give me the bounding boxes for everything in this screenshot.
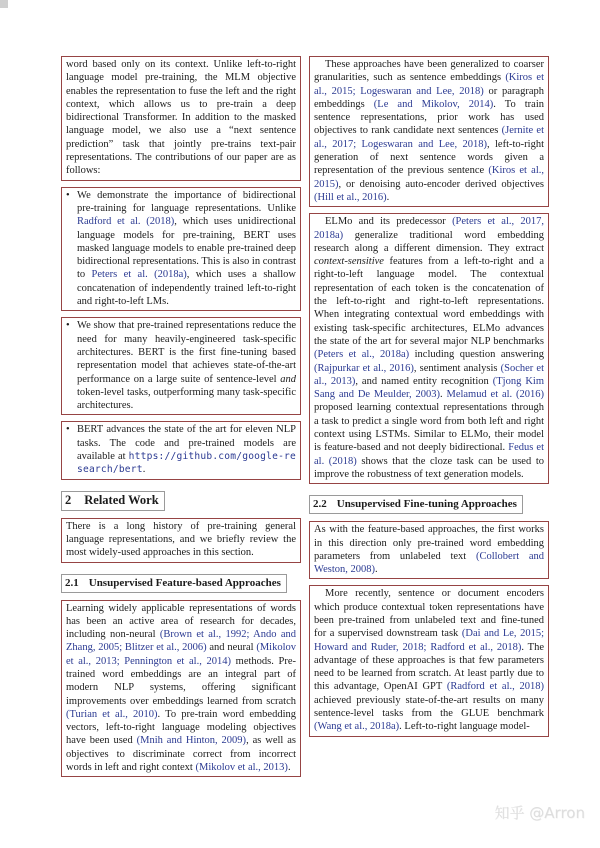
body-text: . [287, 762, 291, 774]
body-text: methods. Pre-trained word embeddings are an integral part of modern NLP systems, offering significant improvements over embeddings learned from scratch [66, 655, 297, 707]
paragraph-box [61, 56, 301, 181]
paragraph-box [61, 518, 301, 563]
citation-link[interactable]: (Turian et al., 2010) [66, 708, 158, 720]
body-text: , which uses a shallow concatenation of independently trained left-to-right and right-to-left LMs. [77, 269, 296, 308]
body-text: features from a left-to-right and a right-to-left language model. The contextual representation of each token is the concatenation of the left-to-right and right-to-left representations. When integrating contextual word embeddings with existing task-specific architectures, ELMo advances the state of the art for several major NLP benchmarks [314, 256, 544, 347]
two-column-layout [61, 56, 549, 783]
paragraph-text [66, 520, 296, 560]
watermark: 知乎 @Arron [494, 804, 585, 822]
section-title: Unsupervised Feature-based Approaches [88, 576, 281, 589]
section-number: 2 [65, 492, 72, 507]
section-number: 2.1 [65, 576, 79, 589]
citation-link[interactable]: (Radford et al., 2018) [446, 681, 544, 693]
paragraph-text [314, 215, 544, 481]
section-title: Related Work [84, 492, 159, 507]
citation-link[interactable]: (Peters et al., 2018a) [314, 349, 410, 361]
body-text: , or denoising auto-encoder derived objectives [338, 178, 544, 190]
citation-link[interactable]: (Kiros et al., 2015; Logeswaran and Lee, 2018) [314, 72, 544, 97]
body-text: , as well as objectives to discriminate correct from incorrect words in left and right context [66, 735, 296, 774]
citation-link[interactable]: (Rajpurkar et al., 2016) [314, 362, 414, 374]
body-text: or paragraph embeddings [314, 85, 544, 110]
body-text: token-level tasks, outperforming many task-specific architectures. [77, 386, 296, 412]
paragraph-box [309, 213, 549, 484]
bullet-item-box [61, 187, 301, 312]
citation-link[interactable]: (Le and Mikolov, 2014) [373, 98, 494, 110]
paragraph-box [309, 521, 549, 579]
body-text: . Left-to-right language model- [399, 721, 530, 733]
body-text: . [386, 191, 390, 203]
citation-link[interactable]: (Wang et al., 2018a) [314, 721, 400, 733]
body-text: . The advantage of these approaches is that few parameters need to be learned from scratch. At least partly due to this advantage, OpenAI GPT [314, 641, 544, 693]
citation-link[interactable]: (Socher et al., 2013) [314, 362, 544, 387]
body-text: generalize traditional word embedding research along a different dimension. They extract [314, 229, 544, 254]
body-text: . [374, 564, 378, 576]
body-text: word based only on its context. Unlike left-to-right language model pre-training, the MLM objective enables the representation to fuse the left and the right context, which allows us to pre-train a deep bidirectional Transformer. In addition to the masked language model, we also use a “next sentence prediction” task that jointly pre-trains text-pair representations. The contributions of our paper are as follows: [66, 59, 296, 177]
bullet-text [77, 189, 296, 309]
body-text: proposed learning contextual representations through a task to predict a single word from both left and right context using LSTMs. Similar to ELMo, their model is feature-based and not deeply bidirectional. [314, 402, 544, 454]
paragraph-box [309, 56, 549, 207]
bullet-marker: • [66, 424, 70, 436]
citation-link[interactable]: (Mikolov et al., 2013; Pennington et al., 2014) [66, 642, 296, 667]
body-text: achieved previously state-of-the-art results on many sentence-level tasks from the GLUE benchmark [314, 694, 544, 720]
body-text: . To pre-train word embedding vectors, left-to-right language modeling objectives have been used [66, 708, 296, 747]
page-corner-mark [0, 0, 8, 8]
paragraph-text [66, 58, 296, 178]
body-text: . [142, 464, 146, 476]
paragraph-text [314, 523, 544, 576]
section-heading [61, 574, 287, 593]
body-text: BERT advances the state of the art for eleven NLP tasks. The code and pre-trained models are available at [77, 424, 296, 463]
section-heading [309, 495, 523, 514]
bullet-item-box [61, 317, 301, 415]
paragraph-text [66, 602, 296, 775]
citation-link[interactable]: Fedus et al. (2018) [314, 442, 544, 467]
citation-link[interactable]: (Mikolov et al., 2013) [195, 762, 288, 774]
body-text: ELMo and its predecessor [325, 216, 453, 228]
body-text: shows that the cloze task can be used to improve the robustness of text generation models. [314, 455, 544, 480]
citation-link[interactable]: Peters et al. (2018a) [91, 269, 187, 281]
paragraph-text [314, 587, 544, 733]
body-text: Learning widely applicable representations of words has been an active area of research for decades, including non-neural [66, 602, 296, 641]
paragraph-text [314, 58, 544, 204]
left-column [61, 56, 301, 783]
bullet-marker: • [66, 320, 70, 332]
body-text: More recently, sentence or document encoders which produce contextual token representations have been pre-trained from unlabeled text and fine-tuned for a supervised downstream task [314, 588, 544, 640]
italic-text: context-sensitive [314, 256, 384, 268]
bullet-text [77, 319, 296, 412]
citation-link[interactable]: (Jernite et al., 2017; Logeswaran and Lee, 2018) [314, 125, 545, 150]
citation-link[interactable]: (Brown et al., 1992; Ando and Zhang, 2005; Blitzer et al., 2006) [66, 629, 296, 654]
body-text: , which uses unidirectional language models for pre-training, BERT uses masked language models to enable pre-trained deep bidirectional representations. This is also in contrast to [77, 216, 296, 281]
body-text: These approaches have been generalized to coarser granularities, such as sentence embeddings [314, 59, 544, 84]
citation-link[interactable]: Melamud et al. (2016) [446, 389, 545, 401]
citation-link[interactable]: (Mnih and Hinton, 2009) [136, 735, 247, 747]
body-text: . To train sentence representations, prior work has used objectives to rank candidate next sentences [314, 98, 545, 137]
body-text: We show that pre-trained representations reduce the need for many heavily-engineered task-specific architectures. BERT is the first fine-tuning based representation model that achieves state-of-the-art performance on a large suite of sentence-level [77, 320, 296, 385]
body-text: As with the feature-based approaches, the first works in this direction only pre-trained word embedding parameters from unlabeled text [314, 524, 544, 562]
citation-link[interactable]: (Tjong Kim Sang and De Meulder, 2003) [314, 375, 544, 401]
paragraph-box [309, 585, 549, 736]
bullet-text [77, 423, 296, 476]
section-heading [61, 491, 165, 511]
citation-link[interactable]: Radford et al. (2018) [77, 216, 175, 228]
bullet-item-box [61, 421, 301, 479]
body-text: including question answering [409, 349, 544, 361]
bullet-marker: • [66, 189, 70, 201]
citation-link[interactable]: (Kiros et al., 2015) [314, 165, 544, 190]
body-text: , and named entity recognition [355, 375, 493, 387]
body-text: , left-to-right generation of next sentence words given a representation of the previous sentence [314, 138, 544, 177]
citation-link[interactable]: (Dai and Le, 2015; Howard and Ruder, 2018; Radford et al., 2018) [314, 628, 545, 653]
citation-link[interactable]: (Hill et al., 2016) [314, 191, 387, 203]
italic-text: and [280, 373, 296, 385]
body-text: We demonstrate the importance of bidirectional pre-training for language representations. Unlike [77, 189, 296, 214]
body-text: . [440, 389, 447, 401]
section-number: 2.2 [313, 498, 327, 511]
body-text: , sentiment analysis [413, 362, 501, 374]
right-column [309, 56, 549, 783]
body-text: and neural [206, 642, 257, 654]
section-title: Unsupervised Fine-tuning Approaches [336, 498, 517, 511]
paragraph-box [61, 600, 301, 778]
url-link[interactable]: https://github.com/google-research/bert [77, 451, 296, 476]
citation-link[interactable]: (Peters et al., 2017, 2018a) [314, 216, 544, 241]
body-text: There is a long history of pre-training general language representations, and we briefly review the most widely-used approaches in this section. [66, 520, 296, 559]
citation-link[interactable]: (Collobert and Weston, 2008) [314, 550, 545, 576]
